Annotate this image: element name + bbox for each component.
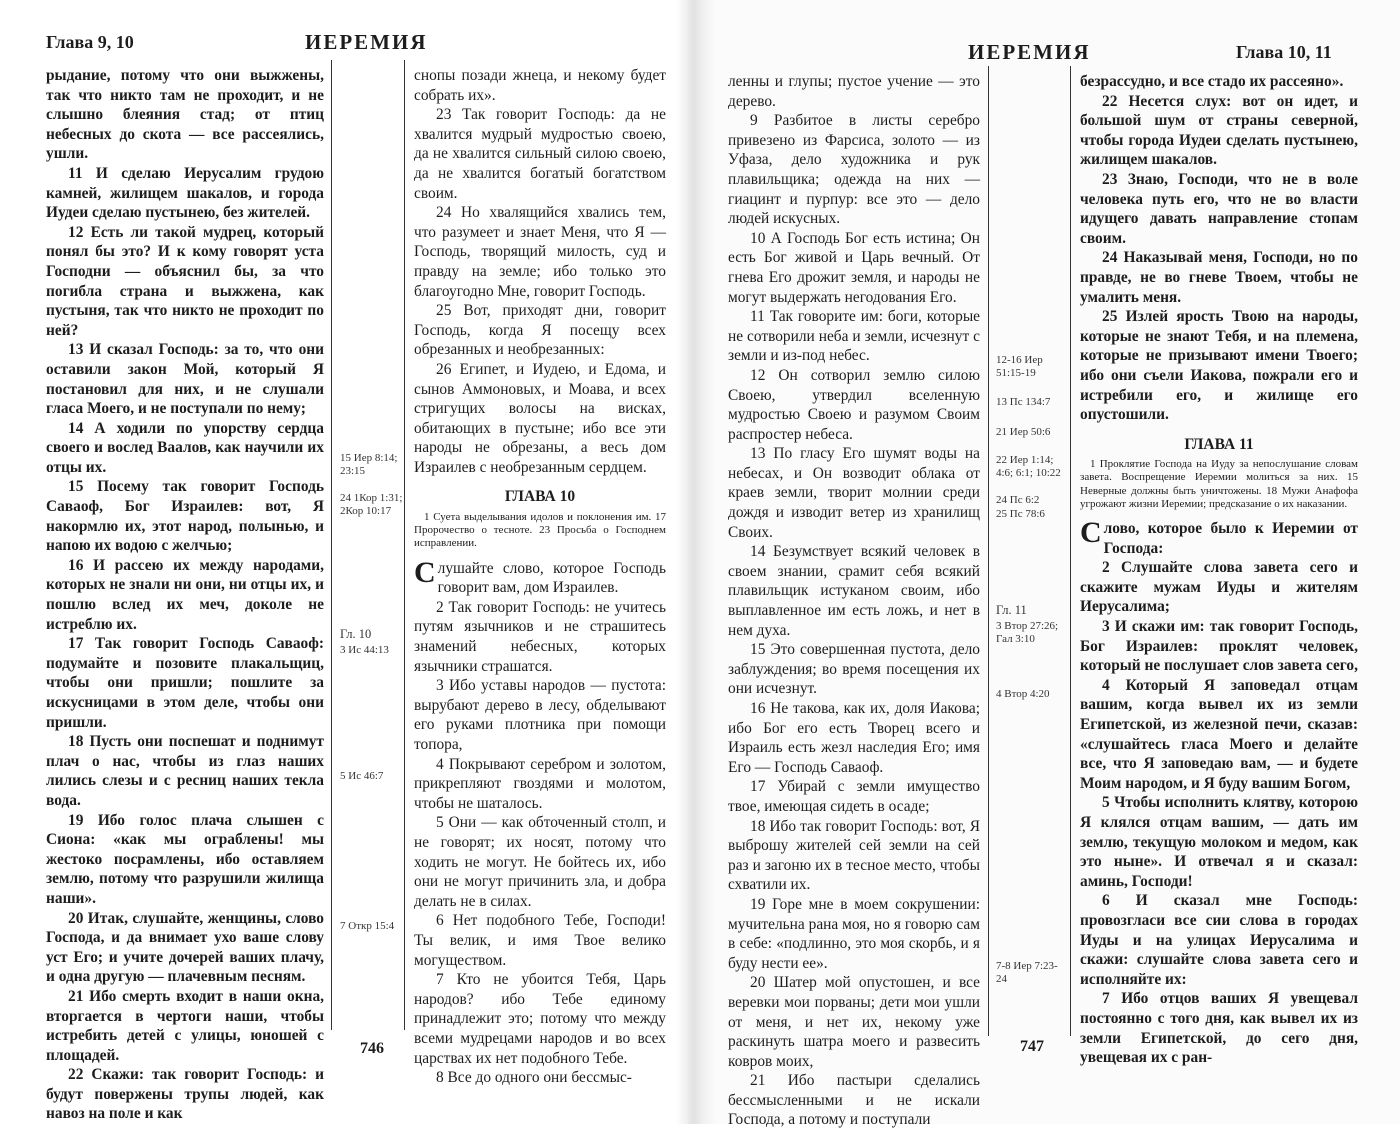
verse-paragraph: 23 Так говорит Господь: да не хвалится мудрый мудростью своею, да не хвалится сильный силою своею, да не хвалится богатый богатством своим.: [414, 106, 666, 202]
cross-reference: 22 Иер 1:14; 4:6; 6:1; 10:22: [996, 454, 1061, 479]
drop-cap: С: [414, 555, 436, 589]
verse-paragraph: 9 Разбитое в листы серебро привезено из Фарсиса, золото — из Уфаза, дело художника и рук плавильщика; одежда на них — гиацинт и пурпур: все это — дело людей искусных.: [728, 112, 980, 228]
verse-paragraph: 23 Знаю, Господи, что не в воле человека путь его, что не во власти идущего давать направление стопам своим.: [1080, 170, 1358, 247]
verse-paragraph: 19 Горе мне в моем сокрушении: мучительна рана моя, но я говорю сам в себе: «подлинно, это моя скорбь, и я буду нести ее».: [728, 895, 980, 972]
verse-paragraph: 21 Ибо смерть входит в наши окна, вторгается в чертоги наши, чтобы истребить детей с улицы, юношей с площадей.: [46, 987, 324, 1064]
chapter-title: ГЛАВА 10: [504, 488, 576, 506]
left-header-book: ИЕРЕМИЯ: [305, 30, 428, 54]
verse-paragraph: 14 Безумствует всякий человек в своем знании, срамит себя всякий плавильщик истуканом своим, ибо выплавленное им есть ложь, и нет в нем духа.: [728, 543, 980, 639]
verse-paragraph: 11 Так говорите им: боги, которые не сотворили неба и земли, исчезнут с земли и из-под небес.: [728, 308, 980, 365]
left-page-column-2: [414, 66, 666, 1087]
verse-paragraph: 6 Нет подобного Тебе, Господи! Ты велик, и имя Твое велико могуществом.: [414, 912, 666, 969]
verse-paragraph: 24 Но хвалящийся хвались тем, что разумеет и знает Меня, что Я — Господь, творящий милость, суд и правду на земле; ибо только это благоугодно Мне, говорит Господь.: [414, 204, 666, 300]
column-divider: [988, 66, 989, 1036]
page-number: 747: [1020, 1038, 1044, 1055]
verse-paragraph: 19 Ибо голос плача слышен с Сиона: «как мы ограблены! мы жестоко посрамлены, ибо оставляем землю, потому что разрушили жилища наши».: [46, 811, 324, 907]
cross-reference: 13 Пс 134:7: [996, 396, 1051, 408]
verse-paragraph: 12 Есть ли такой мудрец, который понял бы это? И к кому говорят уста Господни — объяснил бы, за что погибла страна и выжжена, как пустыня, так что никто не проходит по ней?: [46, 223, 324, 339]
verse-paragraph: 16 И рассею их между народами, которых не знали ни они, ни отцы их, и пошлю вслед их меч, доколе не истреблю их.: [46, 556, 324, 633]
right-page-column-2: [1080, 72, 1358, 1067]
cross-reference: 25 Пс 78:6: [996, 508, 1045, 520]
chapter-title: ГЛАВА 11: [1184, 435, 1254, 453]
chapter-summary: 1 Проклятие Господа на Иуду за непослушание словам завета. Воспрещение Иеремии молиться за них. 15 Неверные должны быть уничтожены. 18 Мужи Анафофа угрожают жизни Иеремии; предсказание о их наказании.: [1080, 458, 1358, 510]
left-page-column-1: [46, 66, 324, 1123]
cross-reference: 7-8 Иер 7:23-24: [996, 960, 1058, 985]
verse-paragraph: 15 Посему так говорит Господь Саваоф, Бог Израилев: вот, Я накормлю их, этот народ, полынью, и напою их водою с желчью;: [46, 478, 324, 555]
verse-paragraph: 25 Излей ярость Твою на народы, которые не знают Тебя, и на племена, которые не призывают имени Твоего; ибо они съели Иакова, пожрали его и истребили его, и жилище его опустошили.: [1080, 308, 1358, 424]
column-divider: [331, 60, 332, 1030]
left-header-chapter: Глава 9, 10: [46, 32, 134, 52]
verse-paragraph: 8 Все до одного они бессмыс-: [436, 1069, 632, 1087]
verse-paragraph: 24 Наказывай меня, Господи, но по правде, не во гневе Твоем, чтобы не умалить меня.: [1080, 249, 1358, 306]
verse-paragraph: безрассудно, и все стадо их рассеяно».: [1080, 73, 1344, 90]
verse-paragraph: 12 Он сотворил землю силою Своею, утвердил вселенную мудростью Своею и разумом Своим распростер небеса.: [728, 366, 980, 443]
cross-reference: 3 Ис 44:13: [340, 644, 389, 656]
verse-paragraph: 17 Убирай с земли имущество твое, имеющая сидеть в осаде;: [728, 778, 980, 815]
right-header-book: ИЕРЕМИЯ: [968, 40, 1091, 64]
verse-paragraph: ленны и глупы; пустое учение — это дерево.: [728, 73, 980, 110]
verse-paragraph: 21 Ибо пастыри сделались бессмысленными и не искали Господа, а потому и поступали: [728, 1072, 980, 1129]
right-header-chapter: Глава 10, 11: [1236, 42, 1332, 62]
cross-reference: Гл. 10: [340, 627, 372, 641]
verse-paragraph: 4 Покрывают серебром и золотом, прикрепляют гвоздями и молотом, чтобы не шаталось.: [414, 755, 666, 812]
verse-paragraph: 7 Ибо отцов ваших Я увещевал постоянно с того дня, как вывел их из земли Египетской, до сего дня, увещевая их с ран-: [1080, 990, 1358, 1067]
left-page: [0, 0, 688, 1124]
cross-reference: Гл. 11: [996, 603, 1027, 617]
cross-reference: 21 Иер 50:6: [996, 426, 1051, 438]
verse-paragraph: 14 А ходили по упорству сердца своего и вослед Ваалов, как научили их отцы их.: [46, 419, 324, 476]
verse-paragraph: рыдание, потому что они выжжены, так что никто там не проходит, и не слышно блеяния стад; от птиц небесных до скота — все рассеялись, ушли.: [46, 67, 324, 163]
cross-reference: 15 Иер 8:14; 23:15: [340, 452, 398, 477]
right-page: [688, 0, 1400, 1129]
cross-reference: 24 1Кор 1:31; 2Кор 10:17: [340, 492, 403, 517]
verse-paragraph: 2 Слушайте слова завета сего и скажите мужам Иуды и жителям Иерусалима;: [1080, 559, 1358, 616]
verse-paragraph: 18 Ибо так говорит Господь: вот, Я выброшу жителей сей земли на сей раз и загоню их в тесное место, чтобы схватили их.: [728, 817, 980, 894]
verse-paragraph: 11 И сделаю Иерусалим грудою камней, жилищем шакалов, и города Иудеи сделаю пустынею, без жителей.: [46, 164, 324, 222]
verse-paragraph: 22 Скажи: так говорит Господь: и будут повержены трупы людей, как навоз на поле и как: [46, 1066, 324, 1123]
verse-paragraph: 3 И скажи им: так говорит Господь, Бог Израилев: проклят человек, который не послушает слов завета сего,: [1080, 618, 1358, 675]
verse-paragraph: 13 И сказал Господь: за то, что они оставили закон Мой, который Я постановил для них, и не слушали гласа Моего, и не поступали по нему;: [46, 341, 324, 418]
cross-reference: 4 Втор 4:20: [996, 688, 1050, 700]
page-number: 746: [360, 1040, 384, 1057]
drop-cap: С: [1080, 516, 1102, 550]
verse-text: лово, которое было к Иеремии от Господа:: [1103, 520, 1358, 557]
cross-reference: 5 Ис 46:7: [340, 770, 384, 782]
chapter-summary: 1 Суета выделывания идолов и поклонения им. 17 Пророчество о тесноте. 23 Просьба о Господнем исправлении.: [414, 511, 666, 550]
verse-paragraph: 18 Пусть они поспешат и поднимут плач о нас, чтобы из глаз наших лились слезы и с ресниц наших текла вода.: [46, 733, 324, 809]
verse-paragraph: 17 Так говорит Господь Саваоф: подумайте и позовите плакальщиц, чтобы они пришли; пошлите за искусницами в этом деле, чтобы они пришли.: [46, 635, 324, 731]
cross-reference: 7 Откр 15:4: [340, 920, 395, 932]
verse-paragraph: 16 Не такова, как их, доля Иакова; ибо Бог его есть Творец всего и Израиль есть жезл наследия Его; имя Его — Господь Саваоф.: [728, 700, 980, 776]
verse-paragraph: 5 Они — как обточенный столп, и не говорят; их носят, потому что ходить не могут. Не бойтесь их, ибо они не могут причинить зла, и добра делать не в силах.: [414, 814, 666, 910]
verse-paragraph: 10 А Господь Бог есть истина; Он есть Бог живой и Царь вечный. От гнева Его дрожит земля, и народы не могут выдержать негодования Его.: [728, 229, 980, 306]
cross-reference: 24 Пс 6:2: [996, 494, 1040, 506]
verse-paragraph: 25 Вот, приходят дни, говорит Господь, когда Я посещу всех обрезанных и необрезанных:: [414, 302, 666, 359]
right-page-column-1: [728, 72, 980, 1129]
verse-paragraph: 26 Египет, и Иудею, и Едома, и сынов Аммоновых, и Моава, и всех стригущих волосы на висках, обитающих в пустыне; ибо все эти народы не обрезаны, а весь дом Израилев с необрезанным сердцем.: [414, 360, 666, 476]
verse-paragraph: 15 Это совершенная пустота, дело заблуждения; во время посещения их они исчезнут.: [728, 641, 980, 698]
verse-paragraph: снопы позади жнеца, и некому будет собрать их».: [414, 67, 666, 104]
chapter-opening-verse: [414, 555, 666, 598]
verse-paragraph: 20 Шатер мой опустошен, и все веревки мои порваны; дети мои ушли от меня, и нет их, некому уже раскинуть шатра моего и развесить ковров моих,: [728, 974, 980, 1070]
cross-reference: 3 Втор 27:26; Гал 3:10: [996, 620, 1059, 645]
verse-paragraph: 13 По гласу Его шумят воды на небесах, и Он возводит облака от краев земли, творит молнии среди дождя и изводит ветер из хранилищ Своих.: [728, 445, 980, 541]
chapter-opening-verse: [1080, 516, 1358, 558]
verse-paragraph: 7 Кто не убоится Тебя, Царь народов? ибо Тебе единому принадлежит это; потому что между всеми мудрецами народов и во всех царствах их нет подобного Тебе.: [414, 971, 666, 1067]
verse-paragraph: 20 Итак, слушайте, женщины, слово Господа, и да внимает ухо ваше слову уст Его; и учите дочерей ваших плачу, и одна другую — плачевным песням.: [46, 909, 324, 986]
verse-paragraph: 5 Чтобы исполнить клятву, которою Я клялся отцам вашим, — дать им землю, текущую молоком и медом, как это ныне». И отвечал я и сказал: аминь, Господи!: [1080, 794, 1358, 890]
verse-paragraph: 22 Несется слух: вот он идет, и большой шум от страны северной, чтобы города Иудеи сделать пустынею, жилищем шакалов.: [1080, 92, 1358, 169]
column-divider: [1070, 66, 1071, 1036]
verse-paragraph: 6 И сказал мне Господь: провозгласи все сии слова в городах Иуды и на улицах Иерусалима и скажи: слушайте слова завета сего и исполняйте их:: [1080, 892, 1358, 988]
verse-paragraph: 2 Так говорит Господь: не учитесь путям язычников и не страшитесь знамений небесных, которых язычники страшатся.: [414, 598, 666, 675]
column-divider: [404, 60, 405, 1030]
verse-text: лушайте слово, которое Господь говорит вам, дом Израилев.: [437, 559, 666, 597]
verse-paragraph: 3 Ибо уставы народов — пустота: вырубают дерево в лесу, обделывают его руками плотника при помощи топора,: [414, 677, 666, 754]
verse-paragraph: 4 Который Я заповедал отцам вашим, когда вывел их из земли Египетской, из железной печи, сказав: «слушайтесь гласа Моего и делайте все, что Я заповедаю вам, — и будете Моим народом, и Я буду вашим Богом,: [1080, 676, 1358, 792]
cross-reference: 12-16 Иер 51:15-19: [996, 354, 1043, 379]
